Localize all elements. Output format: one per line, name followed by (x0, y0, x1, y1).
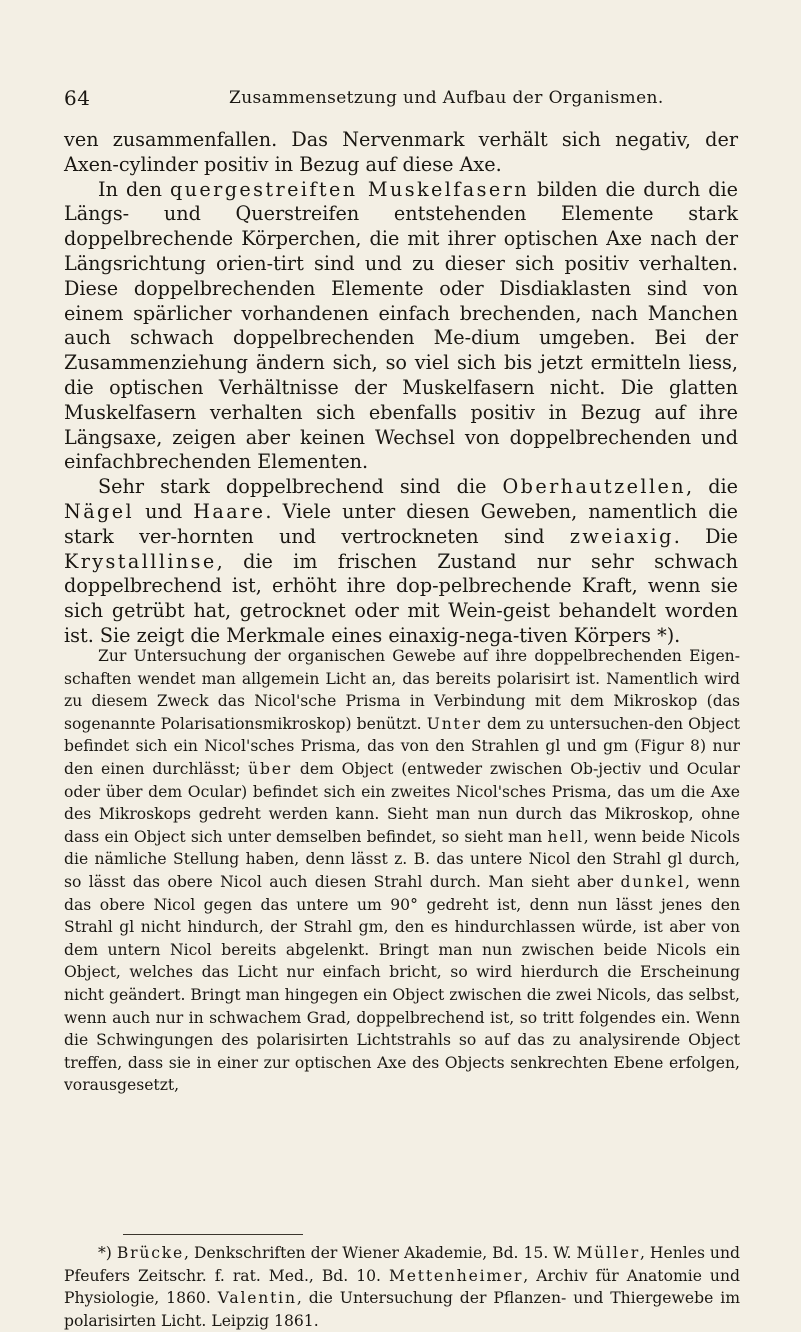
spaced-author: Brücke (116, 1244, 185, 1262)
spaced-term: Krystalllinse (64, 549, 217, 573)
spaced-term: Unter (426, 714, 482, 733)
main-text (64, 128, 738, 649)
page-number: 64 (64, 86, 91, 110)
page-header (64, 86, 738, 114)
spaced-term: Haare (193, 499, 266, 523)
spaced-term: hell (547, 827, 584, 846)
spaced-term: quergestreiften Muskelfasern (169, 177, 529, 201)
paragraph-2: In den quergestreiften Muskelfasern bilden die durch die Längs- und Querstreifen entstehenden Elemente stark doppelbrechende Körperchen, die mit ihrer optischen Axe nach der Längsrichtung orien-tirt sind und zu dieser sich positiv verhalten. Diese doppelbrechenden Elemente oder Disdiaklasten sind von einem spärlicher vorhandenen einfach brechenden, nach Manchen auch schwach doppelbrechenden Me-dium umgeben. Bei der Zusammenziehung ändern sich, so viel sich bis jetzt ermitteln liess, die optischen Verhältnisse der Muskelfasern nicht. Die glatten Muskelfasern verhalten sich ebenfalls positiv in Bezug auf ihre Längsaxe, zeigen aber keinen Wechsel von doppelbrechenden und einfachbrechenden Elementen. (64, 177, 738, 474)
spaced-term: zweiaxig (569, 524, 674, 548)
footnote-divider (123, 1234, 303, 1235)
spaced-term: dunkel (620, 872, 685, 891)
spaced-author: Valentin (217, 1289, 297, 1308)
paragraph-3: Sehr stark doppelbrechend sind die Oberhautzellen, die Nägel und Haare. Viele unter diesen Geweben, namentlich die stark ver-hornten und vertrockneten sind zweiaxig. Die Krystalllinse, die im frischen Zustand nur sehr schwach doppelbrechend ist, erhöht ihre dop-pelbrechende Kraft, wenn sie sich getrübt hat, getrocknet oder mit Wein-geist behandelt worden ist. Sie zeigt die Merkmale eines einaxig-nega-tiven Körpers *). (64, 475, 739, 647)
small-print-paragraph: Zur Untersuchung der organischen Gewebe auf ihre doppelbrechenden Eigen-schaften wendet man allgemein Licht an, das bereits polarisirt ist. Namentlich wird zu diesem Zweck das Nicol'sche Prisma in Verbindung mit dem Mikroskop (das sogenannte Polarisationsmikroskop) benützt. Unter dem zu untersuchen-den Object befindet sich ein Nicol'sches Prisma, das von den Strahlen gl und gm (Figur 8) nur den einen durchlässt; über dem Object (entweder zwischen Ob-jectiv und Ocular oder über dem Ocular) befindet sich ein zweites Nicol'sches Prisma, das um die Axe des Mikroskops gedreht werden kann. Sieht man nun durch das Mikroskop, ohne dass ein Object sich unter demselben befindet, so sieht man hell, wenn beide Nicols die nämliche Stellung haben, denn lässt z. B. das untere Nicol den Strahl gl durch, so lässt das obere Nicol auch diesen Strahl durch. Man sieht aber dunkel, wenn das obere Nicol gegen das untere um 90° gedreht ist, denn nun lässt jenes den Strahl gl nicht hindurch, der Strahl gm, den es hindurchlassen würde, ist aber von dem untern Nicol bereits abgelenkt. Bringt man nun zwischen beide Nicols ein Object, welches das Licht nur einfach bricht, so wird hierdurch die Erscheinung nicht geändert. Bringt man hingegen ein Object zwischen die zwei Nicols, das selbst, wenn auch nur in schwachem Grad, doppelbrechend ist, so tritt folgendes ein. Wenn die Schwingungen des polarisirten Lichtstrahls so auf das zu analysirende Object treffen, dass sie in einer zur optischen Axe des Objects senkrechten Ebene erfolgen, vorausgesetzt, (64, 647, 741, 1095)
spaced-term: Oberhautzellen (502, 475, 687, 499)
spaced-author: Müller (576, 1244, 640, 1262)
small-print-section (64, 645, 740, 1097)
running-title: Zusammensetzung und Aufbau der Organismen. (229, 88, 664, 108)
footnote-section (64, 1242, 740, 1332)
footnote: *) Brücke, Denkschriften der Wiener Akademie, Bd. 15. W. Müller, Henles und Pfeufers Zeitschr. f. rat. Med., Bd. 10. Mettenheimer, Archiv für Anatomie und Physiologie, 1860. Valentin, die Untersuchung der Pflanzen- und Thiergewebe im polarisirten Licht. Leipzig 1861. (64, 1244, 741, 1330)
spaced-term: Nägel (64, 499, 135, 523)
spaced-term: über (248, 759, 293, 778)
paragraph-1: ven zusammenfallen. Das Nervenmark verhält sich negativ, der Axen-cylinder positiv in Bezug auf diese Axe. (64, 128, 738, 176)
spaced-author: Mettenheimer (388, 1266, 524, 1285)
